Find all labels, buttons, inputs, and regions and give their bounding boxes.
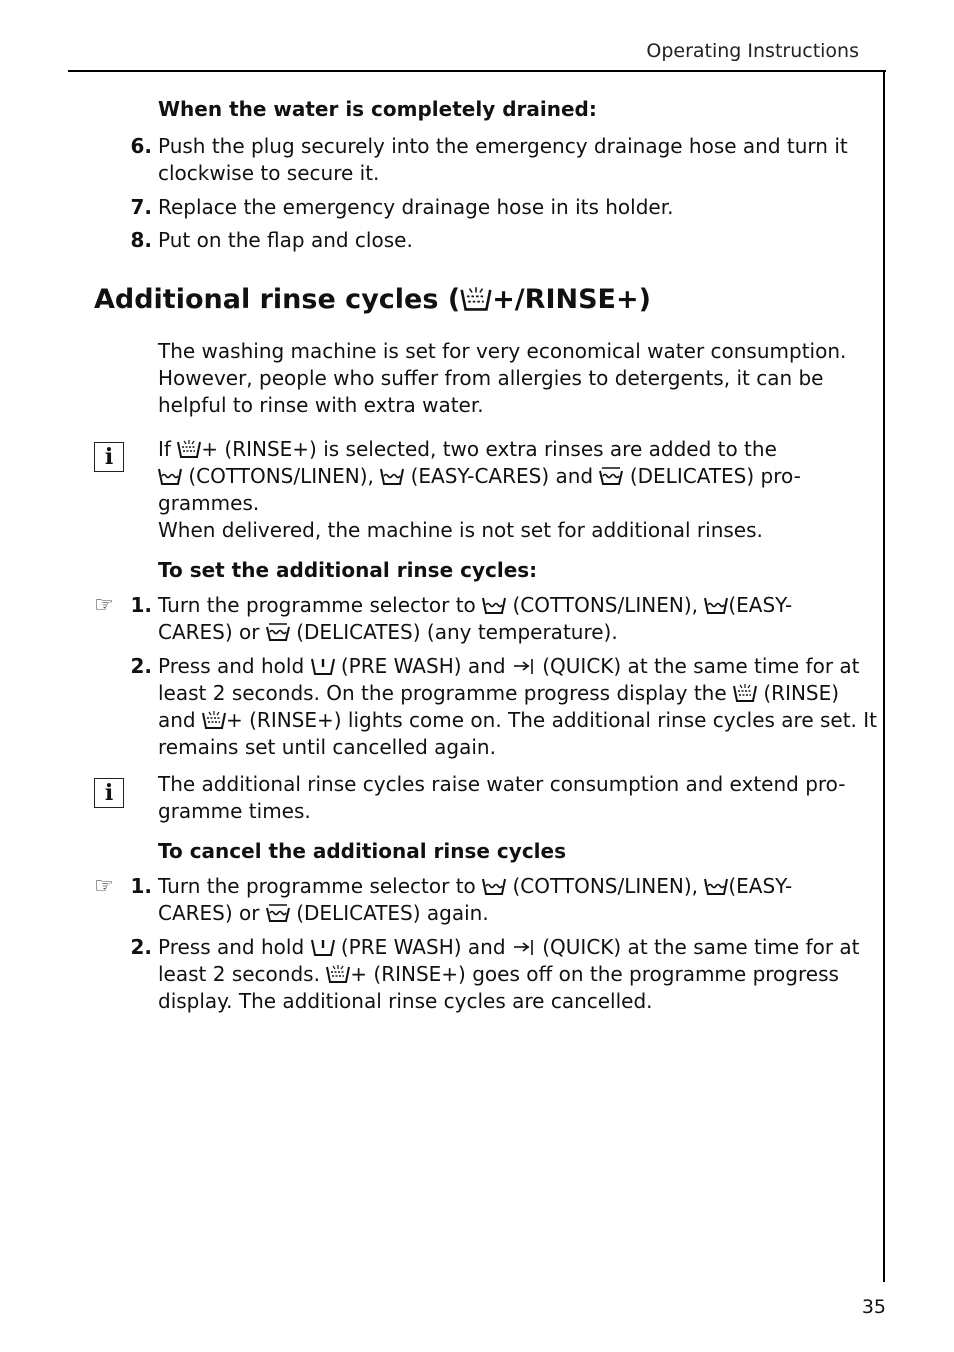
margin-rule bbox=[883, 70, 885, 1282]
quick-arrow-icon bbox=[512, 656, 536, 676]
note-line bbox=[158, 463, 801, 490]
step-number: 7. bbox=[130, 195, 152, 219]
step-fragment: (PRE WASH) and bbox=[340, 654, 506, 678]
cancel-heading: To cancel the additional rinse cycles bbox=[158, 839, 566, 863]
step-fragment: least 2 seconds. bbox=[158, 962, 320, 986]
delicates-tub-icon bbox=[599, 466, 623, 486]
step-fragment: (QUICK) at the same time for at bbox=[542, 935, 860, 959]
prewash-tub-icon bbox=[311, 656, 335, 676]
step-text: clockwise to secure it. bbox=[158, 161, 380, 185]
rinse-tub-icon bbox=[733, 683, 757, 703]
step-text bbox=[158, 961, 839, 988]
step-fragment: Press and hold bbox=[158, 935, 305, 959]
note-text: If bbox=[158, 437, 178, 461]
note-text: (DELICATES) pro- bbox=[629, 464, 801, 488]
step-text bbox=[158, 707, 877, 734]
rinse-tub-icon bbox=[460, 286, 492, 312]
header-rule bbox=[68, 70, 886, 72]
note-text: + (RINSE+) is selected, two extra rinses are added to the bbox=[201, 437, 777, 461]
quick-arrow-icon bbox=[512, 937, 536, 957]
step-text: display. The additional rinse cycles are cancelled. bbox=[158, 989, 653, 1013]
step-text bbox=[158, 653, 860, 680]
rinse-tub-icon bbox=[177, 439, 201, 459]
step-number: 6. bbox=[130, 134, 152, 158]
intro-line: helpful to rinse with extra water. bbox=[158, 393, 484, 417]
note-line: The additional rinse cycles raise water consumption and extend pro- bbox=[158, 772, 846, 796]
easycare-tub-icon bbox=[380, 466, 404, 486]
note-line: When delivered, the machine is not set for additional rinses. bbox=[158, 518, 763, 542]
note-line: gramme times. bbox=[158, 799, 311, 823]
step-number: 1. bbox=[130, 593, 152, 617]
step-fragment: (DELICATES) (any temperature). bbox=[296, 620, 618, 644]
step-text: remains set until cancelled again. bbox=[158, 735, 496, 759]
step-number: 2. bbox=[130, 935, 152, 959]
step-fragment: + (RINSE+) goes off on the programme progress bbox=[350, 962, 839, 986]
step-fragment: CARES) or bbox=[158, 620, 260, 644]
delicates-tub-icon bbox=[266, 622, 290, 642]
step-fragment: (EASY- bbox=[728, 593, 793, 617]
easycare-tub-icon bbox=[704, 876, 728, 896]
pointing-hand-icon: ☞ bbox=[94, 593, 114, 618]
step-fragment: least 2 seconds. On the programme progress display the bbox=[158, 681, 727, 705]
info-icon: i bbox=[94, 442, 124, 472]
step-fragment: (COTTONS/LINEN), bbox=[512, 593, 698, 617]
step-number: 8. bbox=[130, 228, 152, 252]
page-number: 35 bbox=[861, 1296, 886, 1318]
step-number: 1. bbox=[130, 874, 152, 898]
step-fragment: (QUICK) at the same time for at bbox=[542, 654, 860, 678]
step-fragment: Turn the programme selector to bbox=[158, 874, 476, 898]
rinse-tub-icon bbox=[326, 964, 350, 984]
step-fragment: Press and hold bbox=[158, 654, 305, 678]
intro-line: However, people who suffer from allergies to detergents, it can be bbox=[158, 366, 824, 390]
step-text bbox=[158, 619, 618, 646]
easycare-tub-icon bbox=[704, 595, 728, 615]
step-text bbox=[158, 680, 839, 707]
step-text bbox=[158, 934, 860, 961]
cottons-tub-icon bbox=[482, 595, 506, 615]
step-fragment: + (RINSE+) lights come on. The additional rinse cycles are set. It bbox=[226, 708, 877, 732]
step-fragment: (RINSE) bbox=[763, 681, 840, 705]
step-fragment: (DELICATES) again. bbox=[296, 901, 489, 925]
prewash-tub-icon bbox=[311, 937, 335, 957]
cottons-tub-icon bbox=[158, 466, 182, 486]
step-text bbox=[158, 900, 489, 927]
running-header: Operating Instructions bbox=[646, 40, 859, 62]
pointing-hand-icon: ☞ bbox=[94, 874, 114, 899]
cottons-tub-icon bbox=[482, 876, 506, 896]
step-fragment: Turn the programme selector to bbox=[158, 593, 476, 617]
step-fragment: (EASY- bbox=[728, 874, 793, 898]
set-heading: To set the additional rinse cycles: bbox=[158, 558, 538, 582]
info-icon: i bbox=[94, 778, 124, 808]
step-text: Replace the emergency drainage hose in its holder. bbox=[158, 195, 674, 219]
delicates-tub-icon bbox=[266, 903, 290, 923]
step-text bbox=[158, 873, 792, 900]
note-text: (EASY-CARES) and bbox=[410, 464, 594, 488]
intro-line: The washing machine is set for very economical water consumption. bbox=[158, 339, 847, 363]
section-title-start: Additional rinse cycles ( bbox=[94, 284, 461, 315]
step-number: 2. bbox=[130, 654, 152, 678]
note-line bbox=[158, 436, 777, 463]
section-title-end: +/RINSE+) bbox=[492, 284, 651, 315]
section-title bbox=[94, 284, 651, 315]
step-fragment: (PRE WASH) and bbox=[340, 935, 506, 959]
step-fragment: (COTTONS/LINEN), bbox=[512, 874, 698, 898]
note-text: (COTTONS/LINEN), bbox=[188, 464, 374, 488]
step-text: Put on the flap and close. bbox=[158, 228, 413, 252]
note-line: grammes. bbox=[158, 491, 260, 515]
step-text bbox=[158, 592, 792, 619]
step-fragment: CARES) or bbox=[158, 901, 260, 925]
rinse-tub-icon bbox=[202, 710, 226, 730]
step-text: Push the plug securely into the emergency drainage hose and turn it bbox=[158, 134, 848, 158]
drain-heading: When the water is completely drained: bbox=[158, 97, 597, 121]
step-fragment: and bbox=[158, 708, 196, 732]
